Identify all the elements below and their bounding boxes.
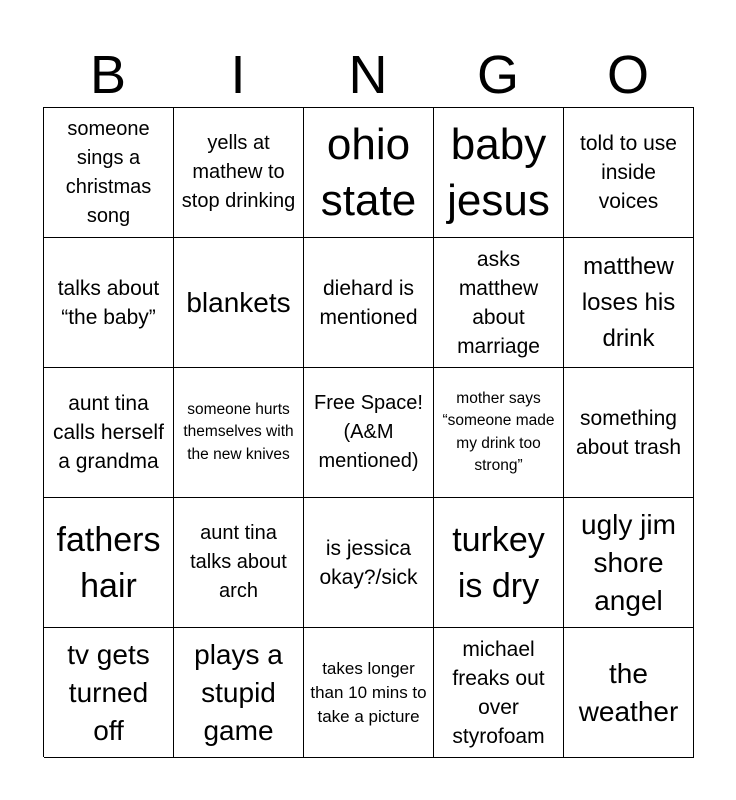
bingo-cell[interactable] xyxy=(434,238,564,368)
bingo-cell[interactable] xyxy=(564,368,694,498)
bingo-cell[interactable] xyxy=(564,628,694,758)
bingo-cell[interactable] xyxy=(174,498,304,628)
bingo-cell[interactable] xyxy=(44,108,174,238)
cell-text: aunt tina talks about arch xyxy=(190,522,287,602)
header-letter-i: I xyxy=(230,45,246,105)
cell-text: plays a stupid game xyxy=(194,638,283,746)
cell-text: the weather xyxy=(578,657,679,727)
cell-text: ohio state xyxy=(320,119,417,225)
header-letter-g: G xyxy=(476,45,519,105)
bingo-cell[interactable] xyxy=(44,368,174,498)
cell-text: fathers hair xyxy=(56,520,161,605)
header-letter-b: B xyxy=(89,45,127,105)
cell-text: blankets xyxy=(186,286,291,318)
cell-text: something about trash xyxy=(575,406,682,459)
bingo-cell[interactable] xyxy=(564,238,694,368)
cell-text: matthew loses his drink xyxy=(581,252,676,352)
bingo-cell[interactable] xyxy=(304,108,434,238)
bingo-cell[interactable] xyxy=(44,628,174,758)
cell-text: ugly jim shore angel xyxy=(581,508,676,616)
cell-text: talks about “the baby” xyxy=(57,276,160,329)
cell-text: told to use inside voices xyxy=(580,132,677,213)
cell-text: asks matthew about marriage xyxy=(457,247,540,358)
bingo-cell[interactable] xyxy=(434,368,564,498)
cell-text: someone sings a christmas song xyxy=(65,117,152,227)
bingo-cell[interactable] xyxy=(174,628,304,758)
cell-text: yells at mathew to stop drinking xyxy=(181,132,296,212)
cell-text: tv gets turned off xyxy=(67,638,150,746)
bingo-header xyxy=(43,42,693,108)
bingo-cell[interactable] xyxy=(44,498,174,628)
bingo-cell free-space[interactable] xyxy=(304,368,434,498)
bingo-cell[interactable] xyxy=(434,498,564,628)
header-letter-n: N xyxy=(348,45,388,105)
cell-text: mother says “someone made my drink too strong” xyxy=(442,389,555,474)
bingo-cell[interactable] xyxy=(304,498,434,628)
bingo-cell[interactable] xyxy=(564,108,694,238)
bingo-grid xyxy=(43,107,694,757)
cell-text: is jessica okay?/sick xyxy=(319,536,418,589)
cell-text: takes longer than 10 mins to take a picture xyxy=(310,658,427,726)
cell-text: diehard is mentioned xyxy=(319,276,418,329)
bingo-cell[interactable] xyxy=(44,238,174,368)
free-space-text: Free Space! (A&M mentioned) xyxy=(314,392,423,472)
bingo-cell[interactable] xyxy=(304,628,434,758)
bingo-cell[interactable] xyxy=(174,108,304,238)
cell-text: someone hurts themselves with the new knives xyxy=(183,400,294,463)
bingo-cell[interactable] xyxy=(174,238,304,368)
header-letter-o: O xyxy=(606,45,649,105)
cell-text: michael freaks out over styrofoam xyxy=(452,637,545,748)
bingo-cell[interactable] xyxy=(434,108,564,238)
cell-text: turkey is dry xyxy=(452,520,545,605)
cell-text: aunt tina calls herself a grandma xyxy=(53,392,164,473)
bingo-cell[interactable] xyxy=(564,498,694,628)
bingo-cell[interactable] xyxy=(304,238,434,368)
cell-text: baby jesus xyxy=(447,119,550,225)
bingo-cell[interactable] xyxy=(174,368,304,498)
bingo-cell[interactable] xyxy=(434,628,564,758)
